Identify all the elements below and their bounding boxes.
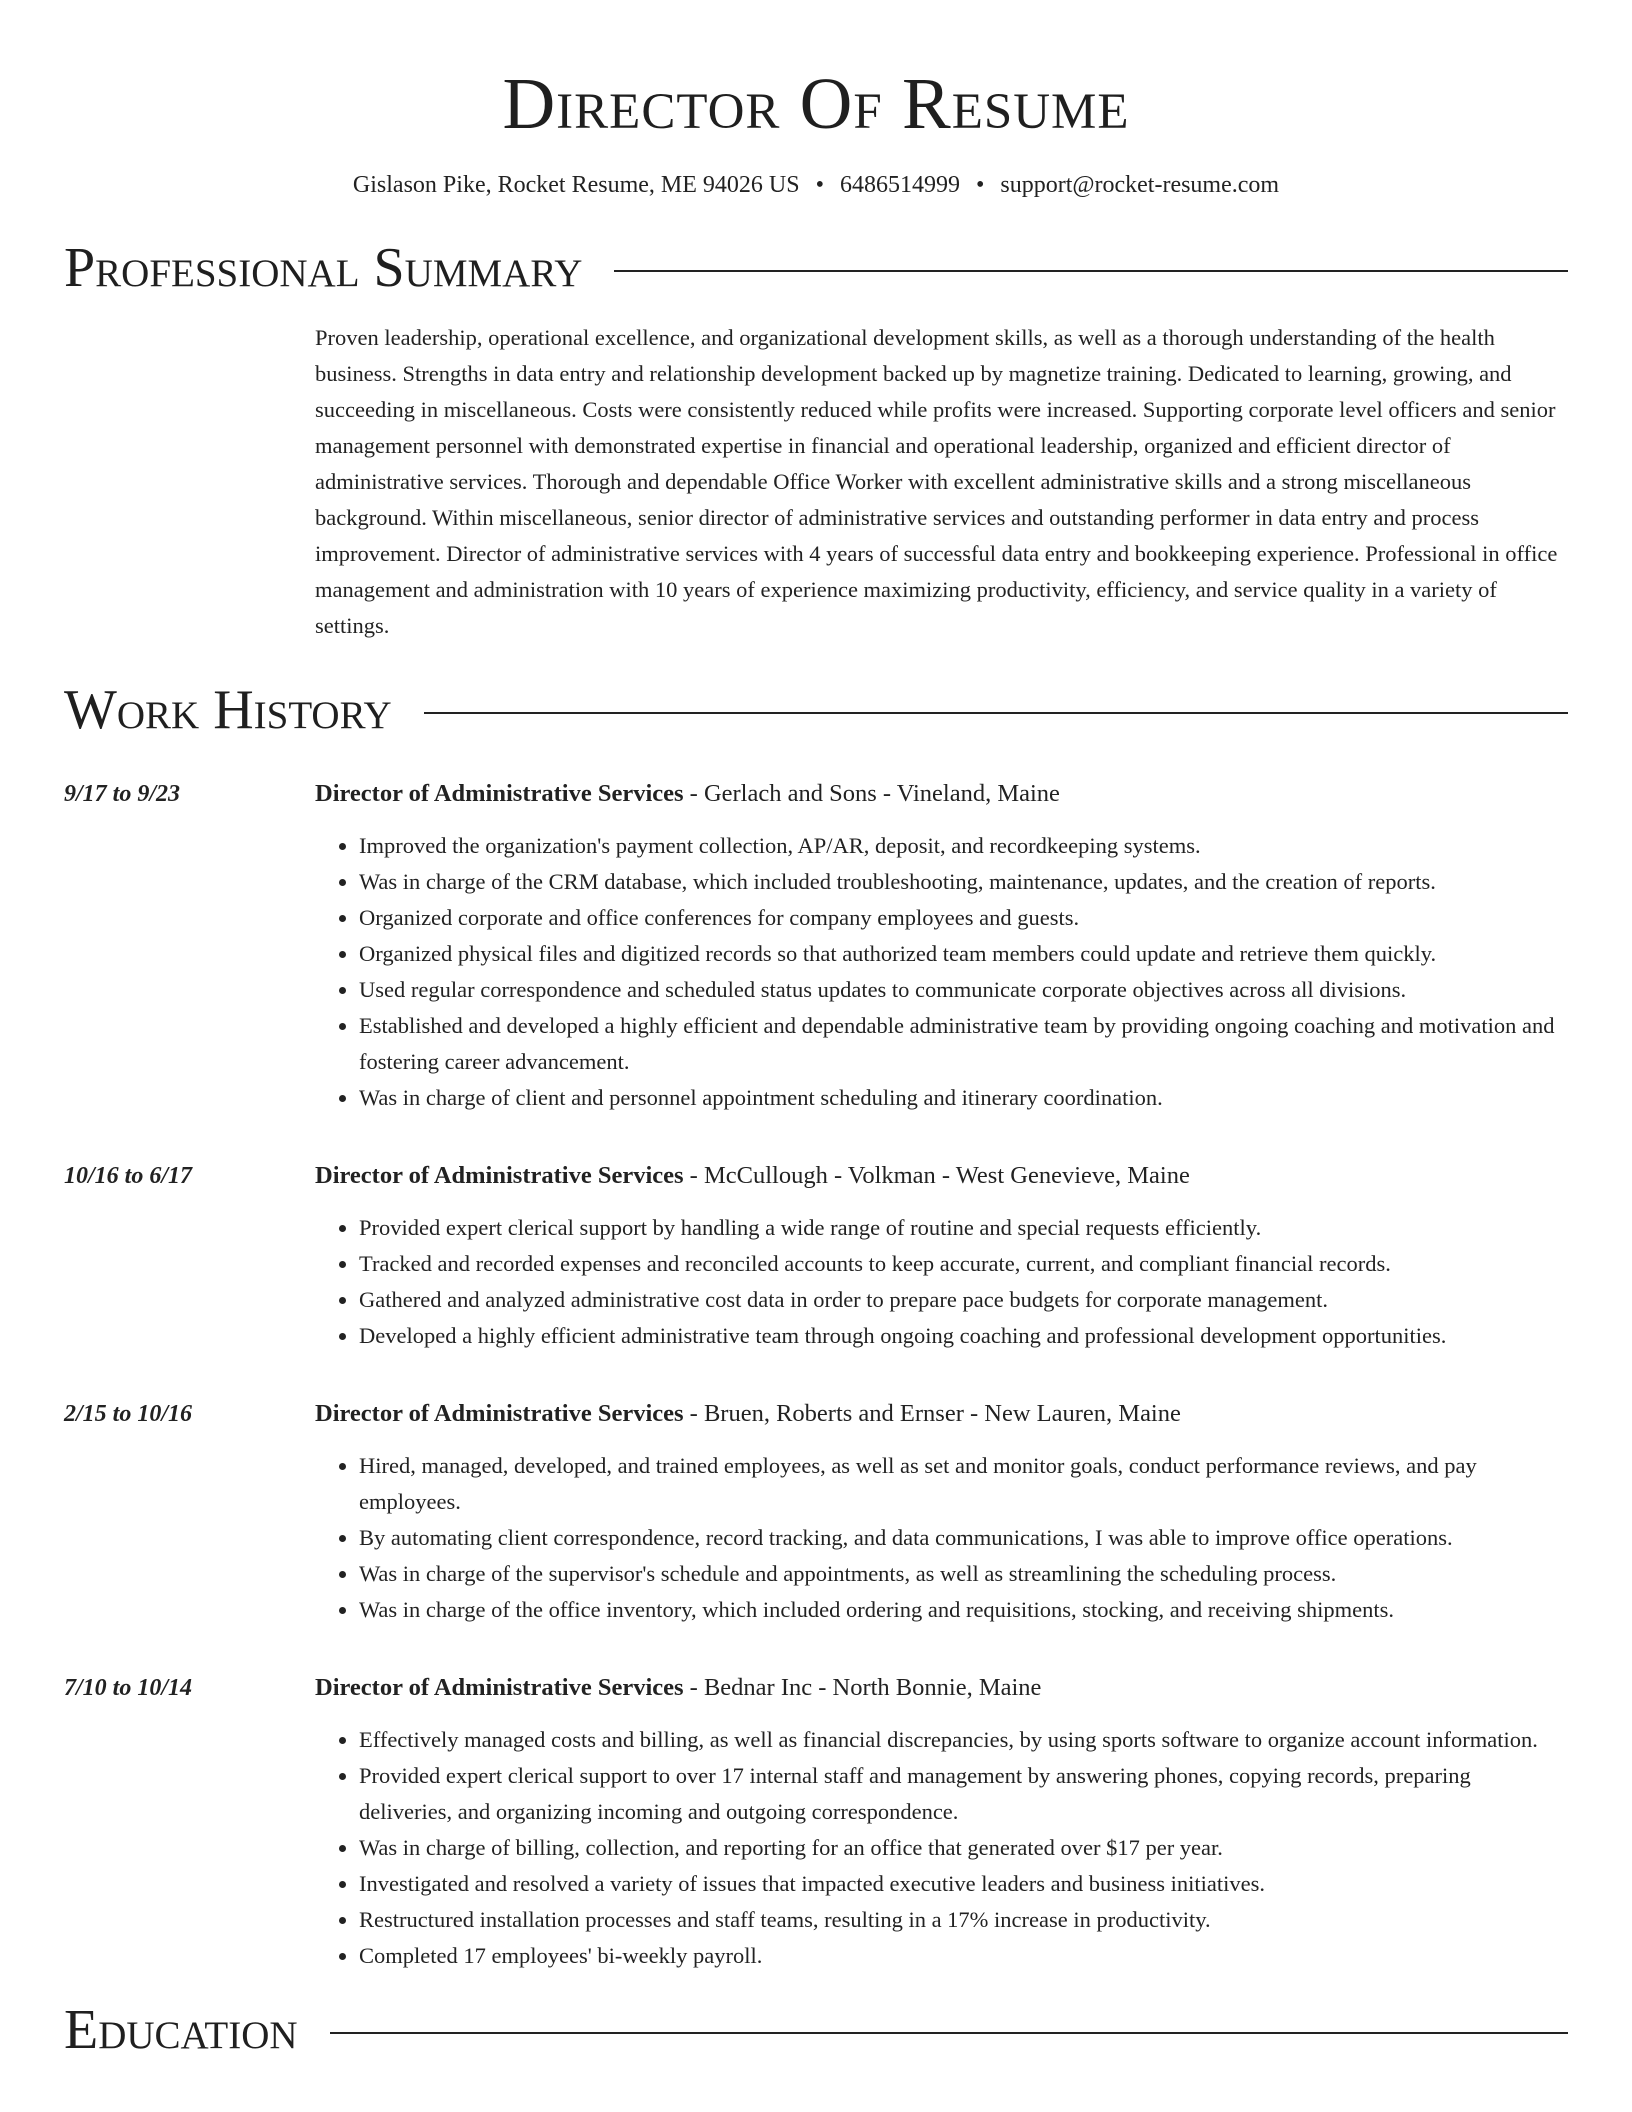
job-heading	[315, 1398, 1568, 1430]
job-bullet: • Was in charge of the office inventory, which included ordering and requisitions, stocking, and receiving shipments.	[359, 1592, 1568, 1628]
job-bullet: • Was in charge of client and personnel appointment scheduling and itinerary coordination.	[359, 1080, 1568, 1116]
job-company-location: - Bednar Inc - North Bonnie, Maine	[683, 1674, 1042, 1701]
job-company-location: - Gerlach and Sons - Vineland, Maine	[683, 780, 1060, 807]
resume-page	[64, 0, 1568, 2062]
work-history-list	[64, 778, 1568, 1998]
job-body	[315, 1160, 1568, 1378]
job-bullet: • Was in charge of the CRM database, which included troubleshooting, maintenance, updates, and the creation of reports.	[359, 864, 1568, 900]
section-divider	[614, 270, 1568, 272]
job-bullet: • Gathered and analyzed administrative cost data in order to prepare pace budgets for corporate management.	[359, 1282, 1568, 1318]
section-divider	[330, 2032, 1568, 2034]
job-dates: 10/16 to 6/17	[64, 1163, 193, 1189]
job-bullet: • Completed 17 employees' bi-weekly payroll.	[359, 1938, 1568, 1974]
job-bullets	[315, 828, 1568, 1116]
summary-text: Proven leadership, operational excellence, and organizational development skills, as well as a thorough understanding of the health business. Strengths in data entry and relationship development backed up by magnetize training. Dedicated to learning, growing, and succeeding in miscellaneous. Costs were consistently reduced while profits were increased. Supporting corporate level officers and senior management personnel with demonstrated expertise in financial and operational leadership, organized and efficient director of administrative services. Thorough and dependable Office Worker with excellent administrative skills and a strong miscellaneous background. Within miscellaneous, senior director of administrative services and outstanding performer in data entry and process improvement. Director of administrative services with 4 years of successful data entry and bookkeeping experience. Professional in office management and administration with 10 years of experience maximizing productivity, efficiency, and service quality in a variety of settings.	[315, 325, 1558, 638]
job-bullet: • Was in charge of billing, collection, and reporting for an office that generated over $17 per year.	[359, 1830, 1568, 1866]
contact-phone: 6486514999	[839, 172, 960, 198]
education-section-title: Education	[64, 1999, 298, 2061]
job-bullet: • By automating client correspondence, record tracking, and data communications, I was able to improve office operations.	[359, 1520, 1568, 1556]
education-section-header	[64, 1998, 1568, 2062]
job-bullet: • Provided expert clerical support by handling a wide range of routine and special requests efficiently.	[359, 1210, 1568, 1246]
job-heading	[315, 1160, 1568, 1192]
job-bullet: • Tracked and recorded expenses and reconciled accounts to keep accurate, current, and compliant financial records.	[359, 1246, 1568, 1282]
job-bullet: • Was in charge of the supervisor's schedule and appointments, as well as streamlining the scheduling process.	[359, 1556, 1568, 1592]
job-bullets	[315, 1448, 1568, 1628]
job-body	[315, 778, 1568, 1140]
job-title: Director of Administrative Services	[315, 1674, 684, 1701]
job-company-location: - McCullough - Volkman - West Genevieve, Maine	[683, 1162, 1190, 1189]
job-entry	[64, 1398, 1568, 1652]
job-heading	[315, 778, 1568, 810]
job-body	[315, 1398, 1568, 1652]
section-divider	[424, 712, 1568, 714]
job-title: Director of Administrative Services	[315, 1162, 684, 1189]
job-entry	[64, 778, 1568, 1140]
job-dates: 7/10 to 10/14	[64, 1675, 193, 1701]
work-section-header	[64, 678, 1568, 742]
job-body	[315, 1672, 1568, 1998]
job-bullets	[315, 1722, 1568, 1974]
contact-separator: •	[815, 172, 824, 198]
resume-name: Director Of Resume	[502, 63, 1130, 144]
job-bullet: • Improved the organization's payment collection, AP/AR, deposit, and recordkeeping systems.	[359, 828, 1568, 864]
job-bullet: • Established and developed a highly efficient and dependable administrative team by providing ongoing coaching and motivation and fostering career advancement.	[359, 1008, 1568, 1080]
job-heading	[315, 1672, 1568, 1704]
job-bullet: • Organized physical files and digitized records so that authorized team members could update and retrieve them quickly.	[359, 936, 1568, 972]
job-bullet: • Developed a highly efficient administrative team through ongoing coaching and professional development opportunities.	[359, 1318, 1568, 1354]
job-entry	[64, 1160, 1568, 1378]
job-bullet: • Effectively managed costs and billing, as well as financial discrepancies, by using sports software to organize account information.	[359, 1722, 1568, 1758]
summary-section-header	[64, 236, 1568, 300]
job-bullet: • Provided expert clerical support to over 17 internal staff and management by answering phones, copying records, preparing deliveries, and organizing incoming and outgoing correspondence.	[359, 1758, 1568, 1830]
work-section-title: Work History	[64, 679, 392, 741]
contact-email: support@rocket-resume.com	[1000, 172, 1280, 198]
job-bullet: • Organized corporate and office conferences for company employees and guests.	[359, 900, 1568, 936]
job-bullet: • Restructured installation processes and staff teams, resulting in a 17% increase in productivity.	[359, 1902, 1568, 1938]
job-bullet: • Used regular correspondence and scheduled status updates to communicate corporate objectives across all divisions.	[359, 972, 1568, 1008]
job-bullets	[315, 1210, 1568, 1354]
job-title: Director of Administrative Services	[315, 1400, 684, 1427]
contact-address: Gislason Pike, Rocket Resume, ME 94026 US	[352, 172, 800, 198]
contact-separator: •	[975, 172, 985, 198]
job-entry	[64, 1672, 1568, 1998]
contact-line	[64, 168, 1568, 202]
summary-section-title: Professional Summary	[64, 237, 583, 299]
job-bullet: • Investigated and resolved a variety of issues that impacted executive leaders and business initiatives.	[359, 1866, 1568, 1902]
job-company-location: - Bruen, Roberts and Ernser - New Lauren, Maine	[683, 1400, 1181, 1427]
job-bullet: • Hired, managed, developed, and trained employees, as well as set and monitor goals, conduct performance reviews, and pay employees.	[359, 1448, 1568, 1520]
job-dates: 9/17 to 9/23	[64, 781, 181, 807]
job-dates: 2/15 to 10/16	[64, 1401, 193, 1427]
job-title: Director of Administrative Services	[315, 780, 684, 807]
